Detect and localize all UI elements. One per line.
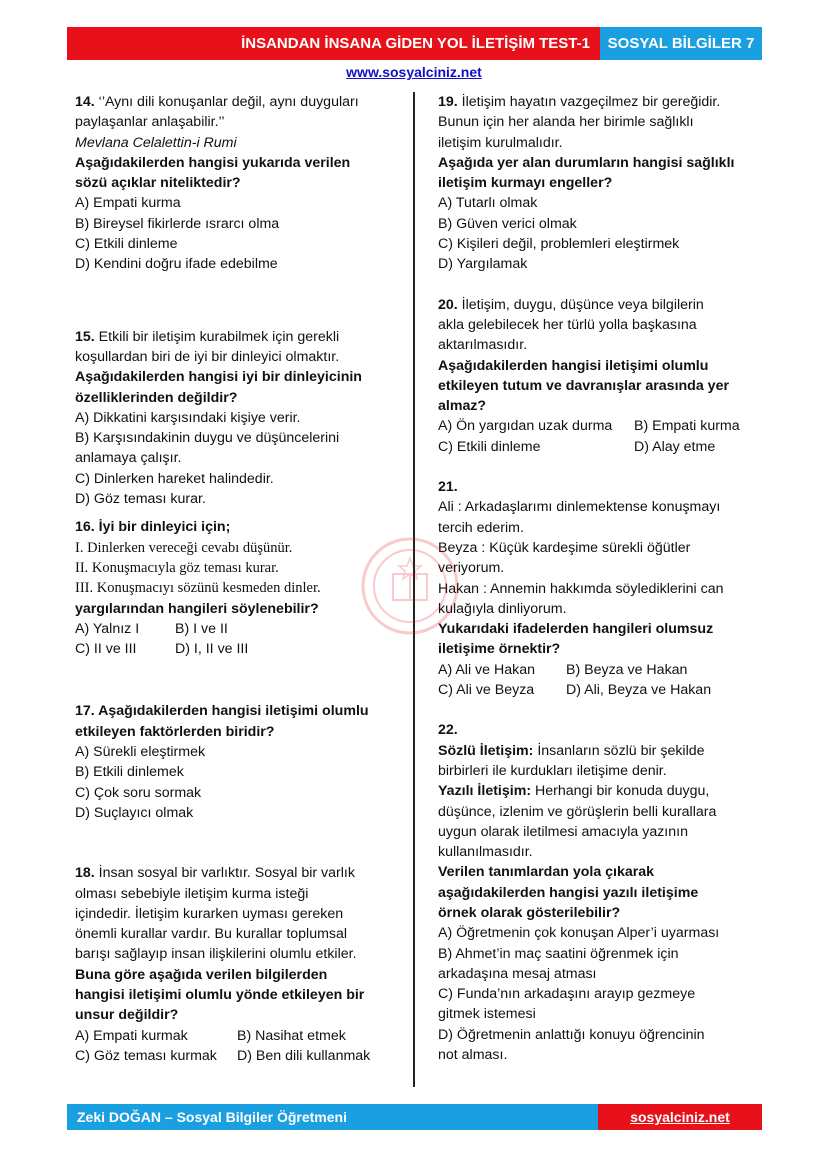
option-a[interactable]: A) Yalnız I bbox=[75, 620, 140, 637]
question-16: 16. İyi bir dinleyici için; I. Dinlerken vereceği cevabı düşünür. II. Konuşmacıyla göz teması kurar. III. Konuşmacıyı sözünü kesmeden dinler. yargılarından hangileri söylenebilir? A) Yalnız I B) I ve II C) II ve III D) I, II ve III bbox=[75, 517, 405, 659]
statement-1: I. Dinlerken vereceği cevabı düşünür. bbox=[75, 539, 293, 556]
option-c[interactable]: C) Dinlerken hareket halindedir. bbox=[75, 470, 274, 487]
option-a[interactable]: A) Tutarlı olmak bbox=[438, 195, 538, 212]
question-15: 15. Etkili bir iletişim kurabilmek için gerekli koşullardan biri de iyi bir dinleyici olmaktır. Aşağıdakilerden hangisi iyi bir dinleyicinin özelliklerinden değildir? A) Dikkatini karşısındaki kişiye verir. B) Karşısındakinin duygu ve düşüncelerini anlamaya çalışır. C) Dinlerken hareket halindedir. D) Göz teması kurar. bbox=[75, 327, 405, 510]
question-19: 19. İletişim hayatın vazgeçilmez bir gereğidir. Bunun için her alanda her birimle sağlıklı iletişim kurulmalıdır. Aşağıda yer alan durumların hangisi sağlıklı iletişim kurmayı engeller? A) Tutarlı olmak B) Güven verici olmak C) Kişileri değil, problemleri eleştirmek D) Yargılamak bbox=[438, 92, 768, 275]
test-title-banner bbox=[67, 27, 600, 60]
option-a[interactable]: A) Empati kurmak bbox=[75, 1027, 188, 1044]
test-title: İNSANDAN İNSANA GİDEN YOL İLETİŞİM TEST-1 bbox=[241, 35, 590, 52]
option-d[interactable]: D) Öğretmenin anlattığı konuyu öğrencinin bbox=[438, 1026, 705, 1043]
option-a[interactable]: A) Dikkatini karşısındaki kişiye verir. bbox=[75, 409, 301, 426]
option-c[interactable]: C) II ve III bbox=[75, 641, 137, 658]
option-b[interactable]: B) Etkili dinlemek bbox=[75, 764, 184, 781]
option-b[interactable]: B) I ve II bbox=[175, 620, 228, 637]
statement-3: III. Konuşmacıyı sözünü kesmeden dinler. bbox=[75, 580, 321, 597]
question-14: 14. ‘’Aynı dili konuşanlar değil, aynı duyguları paylaşanlar anlaşabilir.’’ Mevlana Celalettin-i Rumi Aşağıdakilerden hangisi yukarıda verilen sözü açıklar niteliktedir? A) Empati kurma B) Bireysel fikirlerde ısrarcı olma C) Etkili dinleme D) Kendini doğru ifade edebilme bbox=[75, 92, 405, 275]
left-column bbox=[75, 92, 405, 1066]
option-b[interactable]: B) Empati kurma bbox=[634, 418, 740, 435]
option-b[interactable]: B) Bireysel fikirlerde ısrarcı olma bbox=[75, 215, 280, 232]
right-column bbox=[438, 92, 768, 1065]
option-d[interactable]: D) Suçlayıcı olmak bbox=[75, 804, 194, 821]
option-d[interactable]: D) Ben dili kullanmak bbox=[237, 1047, 371, 1064]
option-a[interactable]: A) Öğretmenin çok konuşan Alper’i uyarması bbox=[438, 925, 720, 942]
statement-2: II. Konuşmacıyla göz teması kurar. bbox=[75, 559, 279, 576]
option-d[interactable]: D) Alay etme bbox=[634, 438, 716, 455]
option-d[interactable]: D) Göz teması kurar. bbox=[75, 491, 206, 508]
option-c[interactable]: C) Etkili dinleme bbox=[75, 236, 178, 253]
footer-website-link[interactable]: sosyalciniz.net bbox=[598, 1104, 762, 1130]
option-c[interactable]: C) Çok soru sormak bbox=[75, 784, 202, 801]
option-b[interactable]: B) Nasihat etmek bbox=[237, 1027, 346, 1044]
option-c[interactable]: C) Funda’nın arkadaşını arayıp gezmeye bbox=[438, 986, 696, 1003]
option-a[interactable]: A) Empati kurma bbox=[75, 195, 181, 212]
option-c[interactable]: C) Ali ve Beyza bbox=[438, 682, 535, 699]
question-20: 20. İletişim, duygu, düşünce veya bilgilerin akla gelebilecek her türlü yolla başkasına aktarılmasıdır. Aşağıdakilerden hangisi iletişimi olumlu etkileyen tutum ve davranışlar arasında yer almaz? A) Ön yargıdan uzak durma B) Empati kurma C) Etkili dinleme D) Alay etme bbox=[438, 295, 768, 457]
option-a[interactable]: A) Ön yargıdan uzak durma bbox=[438, 418, 613, 435]
question-21: 21. Ali : Arkadaşlarımı dinlemektense konuşmayı tercih ederim. Beyza : Küçük kardeşime sürekli öğütler veriyorum. Hakan : Annemin hakkımda söylediklerini can kulağıyla dinliyorum. Yukarıdaki ifadelerden hangileri olumsuz iletişime örnektir? A) Ali ve Hakan B) Beyza ve Hakan C) Ali ve Beyza D) Ali, Beyza ve Hakan bbox=[438, 477, 768, 700]
option-d[interactable]: D) Ali, Beyza ve Hakan bbox=[566, 682, 712, 699]
option-b[interactable]: B) Karşısındakinin duygu ve düşüncelerini bbox=[75, 430, 340, 447]
option-a[interactable]: A) Sürekli eleştirmek bbox=[75, 744, 206, 761]
option-b[interactable]: B) Güven verici olmak bbox=[438, 215, 577, 232]
subject-banner bbox=[600, 27, 762, 60]
question-22: 22. Sözlü İletişim: İnsanların sözlü bir şekilde birbirleri ile kurdukları iletişime denir. Yazılı İletişim: Herhangi bir konuda duygu, düşünce, izlenim ve görüşlerin belli kurallara uygun olarak iletilmesi amacıyla yazının kullanılmasıdır. Verilen tanımlardan yola çıkarak aşağıdakilerden hangisi yazılı iletişime örnek olarak gösterilebilir? A) Öğretmenin çok konuşan Alper’i uyarması B) Ahmet’in maç saatini öğrenmek için arkadaşına mesaj atması C) Funda’nın arkadaşını arayıp gezmeye gitmek istemesi D) Öğretmenin anlattığı konuyu öğrencinin not alması. bbox=[438, 720, 768, 1065]
quote-author: Mevlana Celalettin-i Rumi bbox=[75, 134, 237, 151]
author-footer bbox=[67, 1104, 598, 1130]
option-b[interactable]: B) Ahmet’in maç saatini öğrenmek için bbox=[438, 945, 679, 962]
author-label: Zeki DOĞAN – Sosyal Bilgiler Öğretmeni bbox=[77, 1109, 347, 1125]
option-a[interactable]: A) Ali ve Hakan bbox=[438, 661, 535, 678]
option-c[interactable]: C) Kişileri değil, problemleri eleştirmek bbox=[438, 236, 680, 253]
option-c[interactable]: C) Etkili dinleme bbox=[438, 438, 541, 455]
option-b[interactable]: B) Beyza ve Hakan bbox=[566, 661, 688, 678]
question-17: 17. Aşağıdakilerden hangisi iletişimi olumlu etkileyen faktörlerden biridir? A) Sürekli eleştirmek B) Etkili dinlemek C) Çok soru sormak D) Suçlayıcı olmak bbox=[75, 701, 405, 823]
option-d[interactable]: D) Yargılamak bbox=[438, 256, 528, 273]
question-18: 18. İnsan sosyal bir varlıktır. Sosyal bir varlık olması sebebiyle iletişim kurma isteği içindedir. İletişim kurarken uyması gereken önemli kurallar vardır. Bu kurallar toplumsal barışı sağlayıp insan ilişkilerini olumlu etkiler. Buna göre aşağıda verilen bilgilerden hangisi iletişimi olumlu yönde etkileyen bir unsur değildir? A) Empati kurmak B) Nasihat etmek C) Göz teması kurmak D) Ben dili kullanmak bbox=[75, 863, 405, 1066]
option-d[interactable]: D) Kendini doğru ifade edebilme bbox=[75, 256, 278, 273]
option-c[interactable]: C) Göz teması kurmak bbox=[75, 1047, 217, 1064]
subject-label: SOSYAL BİLGİLER 7 bbox=[607, 35, 755, 52]
ministry-seal-watermark-icon bbox=[360, 536, 460, 636]
website-link[interactable]: www.sosyalciniz.net bbox=[346, 64, 482, 80]
option-d[interactable]: D) I, II ve III bbox=[175, 641, 249, 658]
